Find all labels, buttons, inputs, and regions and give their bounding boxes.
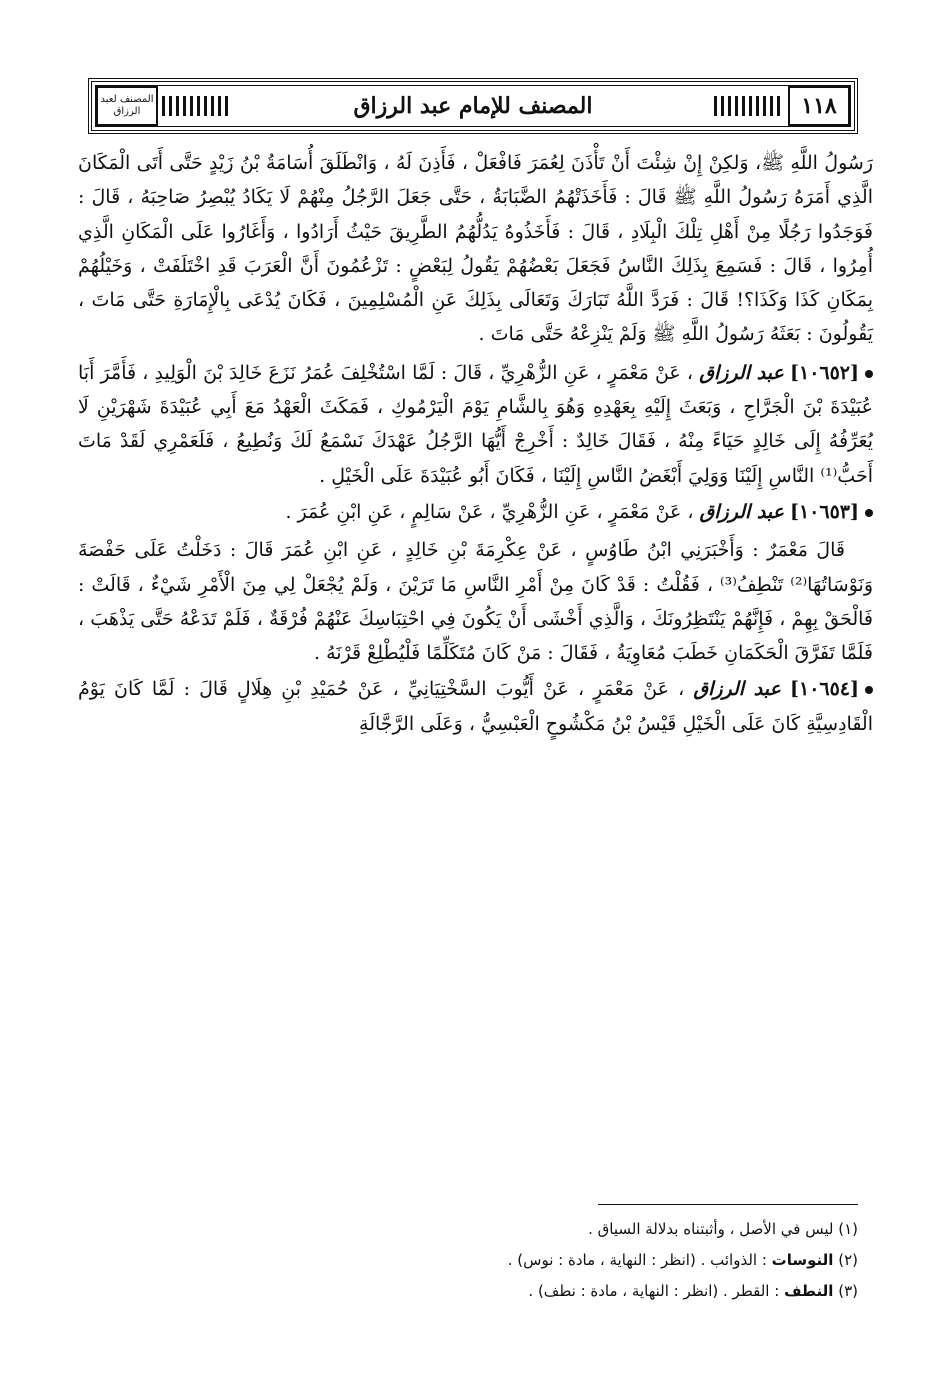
page-number-box	[788, 86, 850, 126]
hadith-number: [١٠٦٥٤]	[789, 678, 860, 701]
header-ornament-left	[162, 96, 232, 116]
page-number: ١١٨	[801, 93, 837, 119]
header-ornament-right	[714, 96, 784, 116]
bullet-icon	[865, 370, 873, 378]
footnote-text: : الذوائب . (انظر : النهاية ، مادة : نوس) .	[507, 1251, 767, 1269]
hadith-10653-continuation: قَالَ مَعْمَرٌ : وَأَخْبَرَنِي ابْنُ طَاوُسٍ ، عَنْ عِكْرِمَةَ بْنِ خَالِدٍ ، عَنِ ابْنِ عُمَرَ قَالَ : دَخَلْتُ عَلَى حَفْصَةَ وَنَوْسَاتُهَا⁽²⁾ تَنْطِفُ⁽³⁾ ، فَقُلْتُ : قَدْ كَانَ مِنْ أَمْرِ النَّاسِ مَا تَرَيْنَ ، وَلَمْ يُجْعَلْ لِي مِنَ الْأَمْرِ شَيْءٌ ، قَالَتْ : فَالْحَقْ بِهِمْ ، فَإِنَّهُمْ يَنْتَظِرُونَكَ ، وَالَّذِي أَخْشَى أَنْ يَكُونَ فِي احْتِبَاسِكَ عَنْهُمْ فُرْقَةٌ ، فَلَمْ تَدَعْهُ حَتَّى يَذْهَبَ ، فَلَمَّا تَفَرَّقَ الْحَكَمَانِ خَطَبَ مُعَاوِيَةُ ، فَقَالَ : مَنْ كَانَ مُتَكَلِّمًا فَلْيُطْلِعْ قَرْنَهُ .	[78, 539, 873, 665]
bullet-icon	[865, 509, 873, 517]
footnote-number: (٢)	[838, 1251, 858, 1269]
hadith-10652	[78, 356, 873, 493]
hadith-source: عبد الرزاق	[699, 361, 784, 384]
footnote-term: النطف	[784, 1282, 834, 1300]
footnote-number: (٣)	[838, 1282, 858, 1300]
main-text	[78, 146, 873, 741]
hadith-text: ، عَنْ مَعْمَرٍ ، عَنْ أَيُّوبَ السَّخْتِيَانِيِّ ، عَنْ حُمَيْدِ بْنِ هِلَالٍ قَالَ : لَمَّا كَانَ يَوْمُ الْقَادِسِيَّةِ كَانَ عَلَى الْخَيْلِ قَيْسُ بْنُ مَكْشُوحٍ الْعَبْسِيُّ ، وَعَلَى الرَّجَّالَةِ	[78, 678, 873, 735]
book-badge	[96, 86, 158, 126]
hadith-10654	[78, 672, 873, 741]
running-title: المصنف للإمام عبد الرزاق	[341, 93, 604, 119]
hadith-number: [١٠٦٥٢]	[789, 361, 860, 384]
hadith-source: عبد الرزاق	[699, 500, 784, 523]
footnote-2	[78, 1245, 858, 1276]
hadith-text: ، عَنْ مَعْمَرٍ ، عَنِ الزُّهْرِيِّ ، عَنْ سَالِمٍ ، عَنِ ابْنِ عُمَرَ .	[285, 500, 694, 523]
bullet-icon	[865, 686, 873, 694]
hadith-text: ، عَنْ مَعْمَرٍ ، عَنِ الزُّهْرِيِّ ، قَالَ : لَمَّا اسْتُخْلِفَ عُمَرُ نَزَعَ خَالِدَ بْنَ الْوَلِيدِ ، فَأَمَّرَ أَبَا عُبَيْدَةَ بْنَ الْجَرَّاحِ ، وَبَعَثَ إِلَيْهِ بِعَهْدِهِ وَهُوَ بِالشَّامِ يَوْمَ الْيَرْمُوكِ ، فَمَكَثَ الْعَهْدُ مَعَ أَبِي عُبَيْدَةَ شَهْرَيْنِ لَا يُعَرِّفُهُ إِلَى خَالِدٍ حَيَاءً مِنْهُ ، فَقَالَ خَالِدٌ : أَخْرِجْ أَيُّهَا الرَّجُلُ عَهْدَكَ نَسْمَعُ لَكَ وَنُطِيعُ ، فَلَعَمْرِي لَقَدْ مَاتَ أَحَبُّ⁽¹⁾ النَّاسِ إِلَيْنَا وَوَلِيَ أَبْغَضُ النَّاسِ إِلَيْنَا ، فَكَانَ أَبُو عُبَيْدَةَ عَلَى الْخَيْلِ .	[78, 361, 873, 487]
footnote-divider	[598, 1204, 858, 1205]
footnotes	[78, 1214, 858, 1307]
hadith-10653	[78, 495, 873, 529]
page-header	[88, 78, 858, 134]
hadith-source: عبد الرزاق	[693, 678, 781, 701]
book-badge-text: المصنف لعبد الرزاق	[100, 94, 154, 117]
footnote-1: (١) ليس في الأصل ، وأثبتناه بدلالة السياق .	[588, 1220, 858, 1238]
hadith-number: [١٠٦٥٣]	[789, 500, 859, 523]
footnote-term: النوسات	[771, 1251, 834, 1269]
footnote-text: : القطر . (انظر : النهاية ، مادة : نطف) .	[528, 1282, 780, 1300]
continuation-paragraph: رَسُولُ اللَّهِ ﷺ، وَلكِنْ إِنْ شِئْتَ أَنْ تَأْذَنَ لِعُمَرَ فَافْعَلْ ، فَأَذِنَ لَهُ ، وَانْطَلَقَ أُسَامَةُ بْنُ زَيْدٍ حَتَّى أَتَى الْمَكَانَ الَّذِي أَمَرَهُ رَسُولُ اللَّهِ ﷺ قَالَ : فَأَخَذَتْهُمُ الضَّبَابَةُ ، حَتَّى جَعَلَ الرَّجُلُ مِنْهُمْ لَا يَكَادُ يُبْصِرُ صَاحِبَهُ ، قَالَ : فَوَجَدُوا رَجُلًا مِنْ أَهْلِ تِلْكَ الْبِلَادِ ، قَالَ : فَأَخَذُوهُ يَدُلُّهُمُ الطَّرِيقَ حَيْثُ أَرَادُوا ، وَأَغَارُوا عَلَى الْمَكَانِ الَّذِي أُمِرُوا ، قَالَ : فَسَمِعَ بِذَلِكَ النَّاسُ فَجَعَلَ بَعْضُهُمْ يَقُولُ لِبَعْضٍ : تَزْعُمُونَ أَنَّ الْعَرَبَ قَدِ اخْتَلَفَتْ ، وَخَيْلُهُمْ بِمَكَانِ كَذَا وَكَذَا؟! قَالَ : فَرَدَّ اللَّهُ تَبَارَكَ وَتَعَالَى بِذَلِكَ عَنِ الْمُسْلِمِينَ ، فَكَانَ يُدْعَى بِالْإِمَارَةِ حَتَّى مَاتَ ، يَقُولُونَ : بَعَثَهُ رَسُولُ اللَّهِ ﷺ وَلَمْ يَنْزِعْهُ حَتَّى مَاتَ .	[78, 152, 873, 346]
footnote-3	[78, 1276, 858, 1307]
